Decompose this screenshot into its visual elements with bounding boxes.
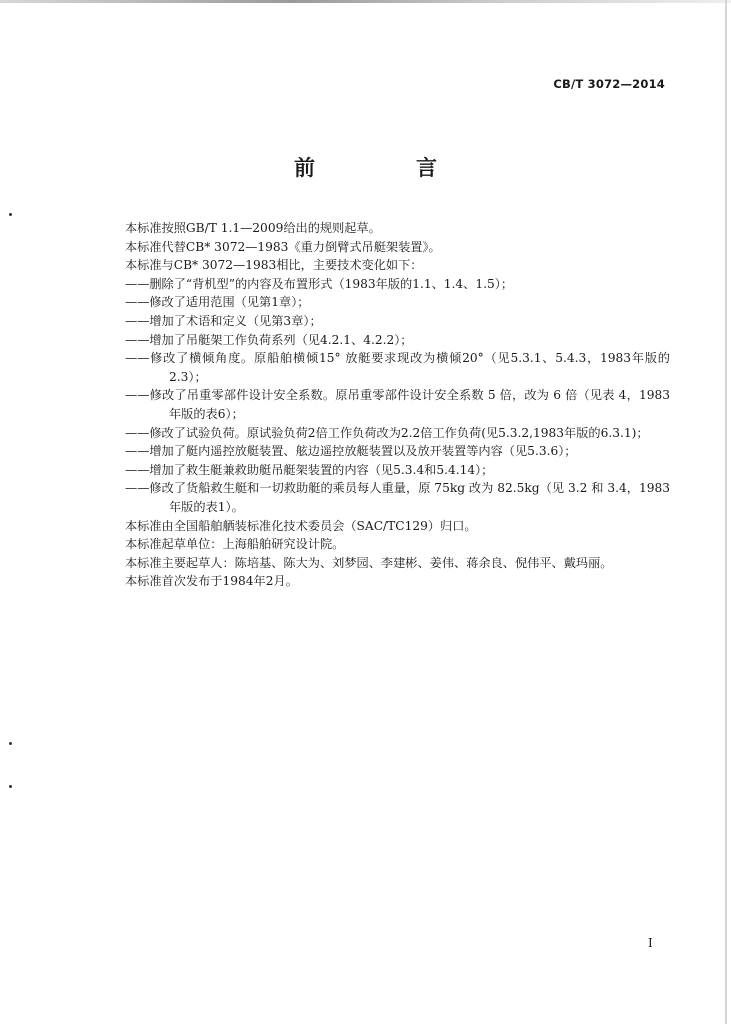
standard-code: CB/T 3072—2014 — [553, 77, 665, 91]
change-item: ——修改了试验负荷。原试验负荷2倍工作负荷改为2.2倍工作负荷(见5.3.2,1983年版的6.3.1)； — [125, 425, 649, 440]
scan-top-edge — [0, 0, 731, 3]
change-item: ——增加了术语和定义（见第3章）； — [125, 313, 322, 328]
foreword-body — [125, 219, 670, 591]
change-item: ——修改了适用范围（见第1章）； — [125, 295, 310, 310]
page-number: I — [648, 936, 653, 950]
paragraph: 本标准主要起草人：陈培基、陈大为、刘梦园、李建彬、姜伟、蒋余良、倪伟平、戴玛丽。 — [125, 555, 613, 570]
change-item: ——修改了横倾角度。原船舶横倾15° 放艇要求现改为横倾20°（见5.3.1、5.4.3，1983年版的2.3）； — [125, 351, 670, 384]
paragraph: 本标准与CB* 3072—1983相比，主要技术变化如下： — [125, 258, 423, 273]
paragraph: 本标准起草单位：上海船舶研究设计院。 — [125, 537, 345, 552]
scan-speck — [9, 742, 12, 745]
scan-speck — [9, 785, 12, 788]
change-item: ——修改了货船救生艇和一切救助艇的乘员每人重量，原 75kg 改为 82.5kg（见 3.2 和 3.4，1983年版的表1）。 — [125, 481, 670, 514]
change-item: ——增加了吊艇架工作负荷系列（见4.2.1、4.2.2）； — [125, 332, 413, 347]
change-item: ——删除了“背机型”的内容及布置形式（1983年版的1.1、1.4、1.5）； — [125, 276, 514, 291]
scan-speck — [9, 213, 12, 216]
paragraph: 本标准代替CB* 3072—1983《重力倒臂式吊艇架装置》。 — [125, 239, 441, 254]
paragraph: 本标准首次发布于1984年2月。 — [125, 574, 298, 589]
paragraph: 本标准按照GB/T 1.1—2009给出的规则起草。 — [125, 221, 381, 235]
change-item: ——修改了吊重零部件设计安全系数。原吊重零部件设计安全系数 5 倍，改为 6 倍（见表 4，1983年版的表6）； — [125, 388, 670, 421]
paragraph: 本标准由全国船舶舾装标准化技术委员会（SAC/TC129）归口。 — [125, 518, 477, 533]
change-item: ——增加了艇内遥控放艇装置、舷边遥控放艇装置以及放开装置等内容（见5.3.6）； — [125, 444, 577, 459]
change-item: ——增加了救生艇兼救助艇吊艇架装置的内容（见5.3.4和5.4.14）； — [125, 462, 494, 477]
page-title: 前 言 — [294, 156, 477, 180]
